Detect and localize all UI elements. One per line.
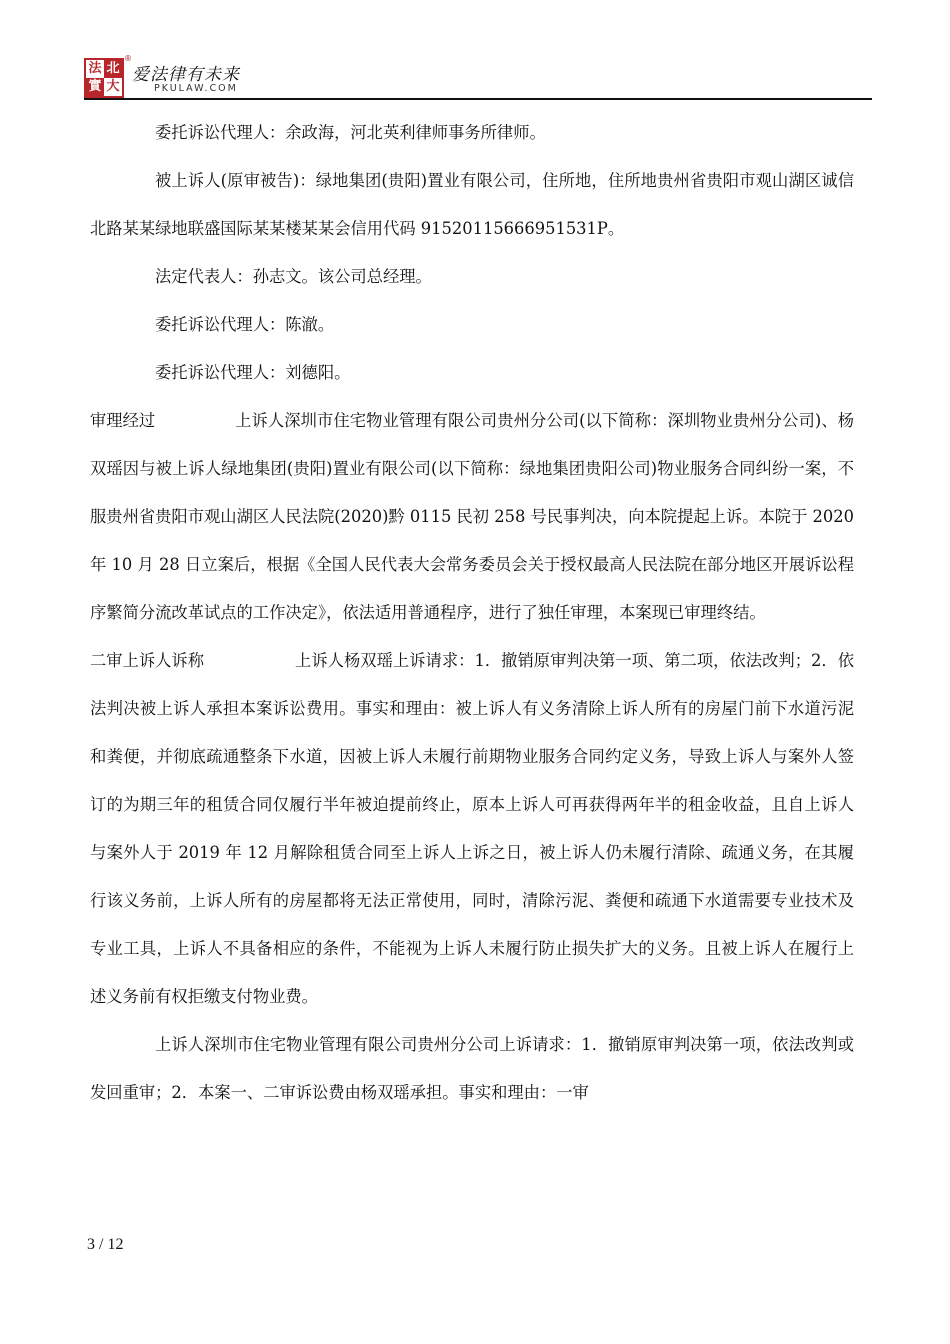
document-body — [90, 109, 854, 1117]
pkulaw-logo — [84, 54, 248, 98]
paragraph-second-appellant: 上诉人深圳市住宅物业管理有限公司贵州分公司上诉请求：1．撤销原审判决第一项，依法改判或发回重审；2．本案一、二审诉讼费由杨双瑶承担。事实和理由：一审 — [90, 1035, 854, 1102]
seal-char: 實 — [86, 78, 104, 96]
paragraph-legal-rep: 法定代表人：孙志文。该公司总经理。 — [155, 267, 432, 286]
section-label-trial-history: 审理经过 — [90, 411, 156, 430]
trial-history-text: 上诉人深圳市住宅物业管理有限公司贵州分公司(以下简称：深圳物业贵州分公司)、杨双瑶因与被上诉人绿地集团(贵阳)置业有限公司(以下简称：绿地集团贵阳公司)物业服务合同纠纷一案，不服贵州省贵阳市观山湖区人民法院(2020)黔 0115 民初 258 号民事判决，向本院提起上诉。本院于 2020 年 10 月 28 日立案后，根据《全国人民代表大会常务委员会关于授权最高人民法院在部分地区开展诉讼程序繁简分流改革试点的工作决定》，依法适用普通程序，进行了独任审理，本案现已审理终结。 — [90, 411, 854, 622]
paragraph-appeal-claims — [90, 637, 854, 1021]
paragraph-trial-history — [90, 397, 854, 637]
page-number: 3 / 12 — [87, 1236, 124, 1253]
appeal-claims-text: 上诉人杨双瑶上诉请求：1．撤销原审判决第一项、第二项，依法改判；2．依法判决被上诉人承担本案诉讼费用。事实和理由：被上诉人有义务清除上诉人所有的房屋门前下水道污泥和粪便，并彻底疏通整条下水道，因被上诉人未履行前期物业服务合同约定义务，导致上诉人与案外人签订的为期三年的租赁合同仅履行半年被迫提前终止，原本上诉人可再获得两年半的租金收益，且自上诉人与案外人于 2019 年 12 月解除租赁合同至上诉人上诉之日，被上诉人仍未履行清除、疏通义务，在其履行该义务前，上诉人所有的房屋都将无法正常使用，同时，清除污泥、粪便和疏通下水道需要专业技术及专业工具，上诉人不具备相应的条件，不能视为上诉人未履行防止损失扩大的义务。且被上诉人在履行上述义务前有权拒缴支付物业费。 — [90, 651, 854, 1006]
pkulaw-seal-logo — [84, 58, 124, 98]
seal-char: 大 — [106, 79, 120, 94]
paragraph-agent-3: 委托诉讼代理人：刘德阳。 — [155, 363, 351, 382]
seal-char: 法 — [88, 61, 102, 76]
header-divider — [84, 98, 872, 100]
section-label-appeal-claims: 二审上诉人诉称 — [90, 651, 204, 670]
logo-slogan: 爱法律有未来 — [132, 65, 240, 85]
paragraph-agent-2: 委托诉讼代理人：陈澈。 — [155, 315, 335, 334]
paragraph-agent-1: 委托诉讼代理人：余政海，河北英利律师事务所律师。 — [155, 123, 546, 142]
logo-site-url: PKULAW.COM — [154, 83, 238, 94]
paragraph-appellee: 被上诉人(原审被告)：绿地集团(贵阳)置业有限公司，住所地，住所地贵州省贵阳市观山湖区诚信北路某某绿地联盛国际某某楼某某会信用代码 91520115666951531P。 — [90, 171, 854, 238]
seal-char: 北 — [104, 60, 122, 78]
registered-mark: ® — [124, 54, 132, 63]
